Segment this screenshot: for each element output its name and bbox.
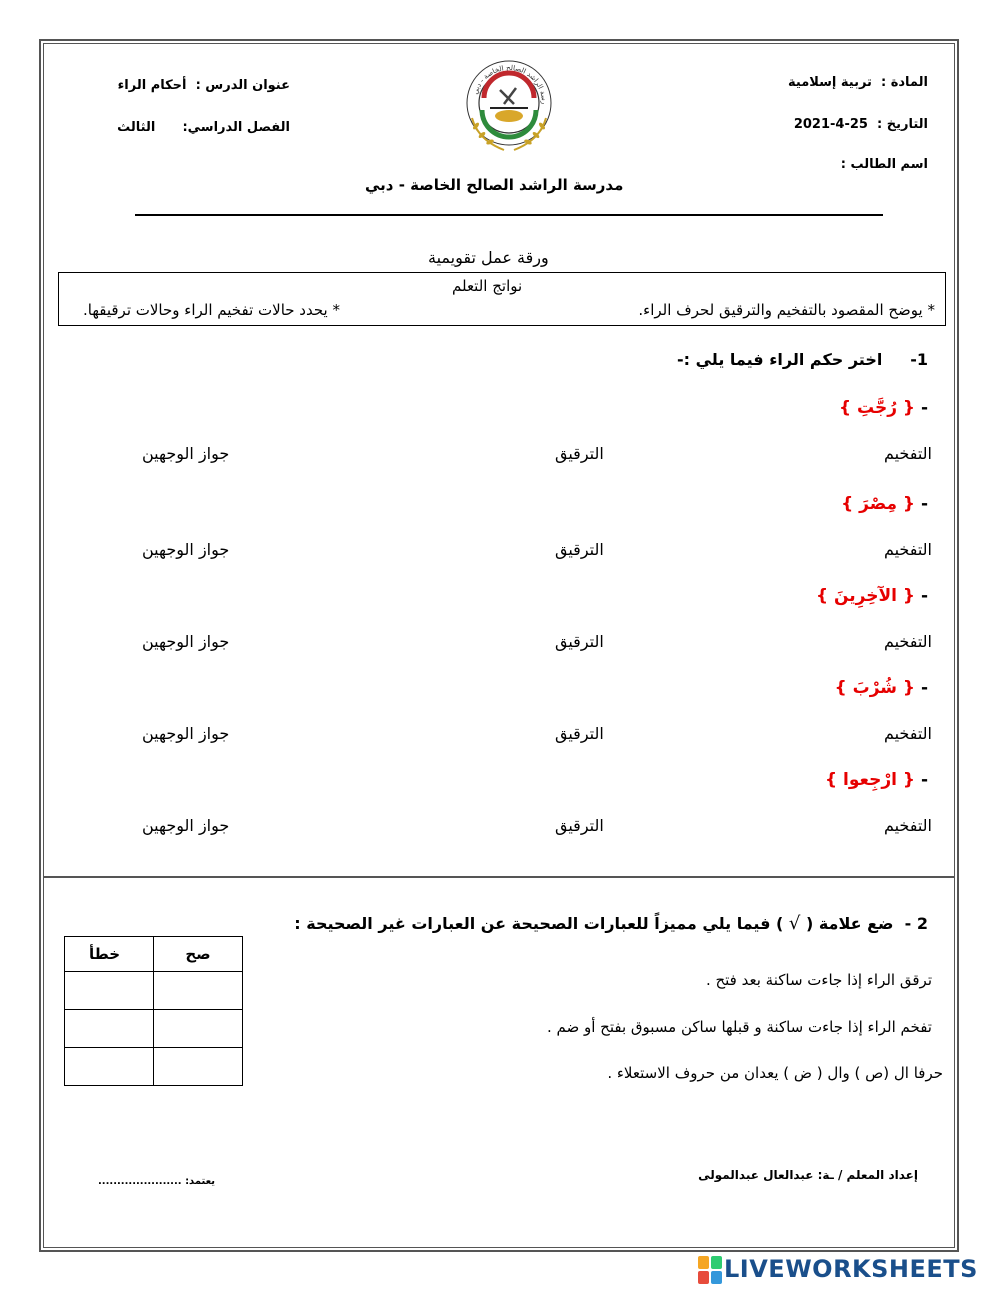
q1-item-2-word: { مِصْرَ } (841, 494, 916, 514)
outcome-item-1: * يوضح المقصود بالتفخيم والترقيق لحرف الراء. (638, 301, 935, 319)
outcomes-title: نواتج التعلم (452, 277, 523, 295)
q1-item-5-dash: - (920, 770, 928, 790)
header-wrong: خطأ (65, 937, 154, 972)
outcome-item-2: * يحدد حالات تفخيم الراء وحالات ترقيقها. (83, 301, 340, 319)
answer-cell-right-1[interactable] (154, 972, 243, 1010)
question1-number: 1- (910, 350, 928, 369)
worksheet-title: ورقة عمل تقويمية (428, 248, 549, 267)
answer-cell-wrong-1[interactable] (65, 972, 154, 1010)
q1-item-1-dash: - (920, 398, 928, 418)
q1-item-4-option-tarqiq[interactable]: الترقيق (555, 724, 604, 743)
header-right: صح (154, 937, 243, 972)
q1-item-4-option-tafkhim[interactable]: التفخيم (883, 724, 932, 743)
q1-item-2-dash: - (920, 494, 928, 514)
question1-prompt: اختر حكم الراء فيما يلي :- (677, 350, 883, 369)
q1-item-3 (816, 586, 928, 606)
q1-item-3-word: { الآخِرِينَ } (815, 586, 916, 606)
question2-number: 2 - (904, 914, 928, 933)
q1-item-3-option-tarqiq[interactable]: الترقيق (555, 632, 604, 651)
q1-item-3-dash: - (920, 586, 928, 606)
student-name-label: اسم الطالب : (840, 157, 928, 172)
liveworksheets-wordmark: LIVEWORKSHEETS (724, 1255, 978, 1283)
school-name: مدرسة الراشد الصالح الخاصة - دبي (365, 176, 624, 194)
q1-item-1-option-tarqiq[interactable]: الترقيق (555, 444, 604, 463)
lesson-row (118, 78, 290, 93)
subject-label: المادة : (880, 75, 928, 90)
q2-statement-1: ترقق الراء إذا جاءت ساكنة بعد فتح . (705, 971, 932, 989)
logo-ring-text: رسة الراشد الصالح الخاصة - دبي (471, 63, 549, 105)
q1-item-5-word: { ارْجِعوا } (825, 770, 916, 790)
q1-item-4-option-both[interactable]: جواز الوجهين (142, 724, 230, 743)
q1-item-1-option-tafkhim[interactable]: التفخيم (883, 444, 932, 463)
q1-item-1-option-both[interactable]: جواز الوجهين (142, 444, 230, 463)
table-row (65, 972, 243, 1010)
q1-item-4-word: { شُرْبَ } (834, 678, 916, 698)
learning-outcomes-box (58, 272, 946, 326)
answer-cell-wrong-3[interactable] (65, 1048, 154, 1086)
table-header-row (65, 937, 243, 972)
q1-item-5-option-both[interactable]: جواز الوجهين (142, 816, 230, 835)
q1-item-2-option-tafkhim[interactable]: التفخيم (883, 540, 932, 559)
q1-item-3-option-tafkhim[interactable]: التفخيم (883, 632, 932, 651)
subject-value: تربية إسلامية (788, 75, 872, 90)
q1-item-2-option-both[interactable]: جواز الوجهين (142, 540, 230, 559)
q1-item-3-option-both[interactable]: جواز الوجهين (142, 632, 230, 651)
q1-item-1 (839, 398, 928, 418)
answer-cell-right-2[interactable] (154, 1010, 243, 1048)
term-value: الثالث (117, 120, 156, 135)
q1-item-4-dash: - (920, 678, 928, 698)
table-row (65, 1010, 243, 1048)
term-label: الفصل الدراسي: (182, 120, 290, 135)
liveworksheets-logo-icon (698, 1256, 722, 1284)
date-value: 2021-4-25 (793, 117, 868, 132)
term-row (117, 120, 290, 135)
teacher-credit: إعداد المعلم / ـة: عبدالعال عبدالمولى (698, 1168, 918, 1182)
lesson-value: أحكام الراء (117, 78, 187, 93)
q1-item-5-option-tarqiq[interactable]: الترقيق (555, 816, 604, 835)
approval-dots: ...................... (98, 1176, 182, 1187)
q1-item-2 (841, 494, 928, 514)
question2-prompt-a: ضع علامة ( (805, 914, 894, 933)
true-false-table (64, 936, 243, 1086)
table-row (65, 1048, 243, 1086)
q1-item-1-word: { رُجَّتِ } (838, 398, 916, 418)
answer-cell-wrong-2[interactable] (65, 1010, 154, 1048)
lesson-label: عنوان الدرس : (195, 78, 290, 93)
date-label: التاريخ : (877, 117, 928, 132)
q1-item-5 (825, 770, 928, 790)
section-divider (43, 876, 955, 878)
q1-item-4 (835, 678, 928, 698)
check-mark-icon: √ (788, 913, 801, 934)
date-row (794, 117, 928, 132)
q2-statement-2: تفخم الراء إذا جاءت ساكنة و قبلها ساكن مسبوق بفتح أو ضم . (546, 1018, 932, 1036)
question2-prompt-b: ) فيما يلي مميزاً للعبارات الصحيحة عن العبارات غير الصحيحة : (294, 914, 784, 933)
school-logo (464, 58, 554, 156)
approval-row (98, 1176, 215, 1187)
header-divider (135, 214, 883, 216)
subject-row (788, 75, 928, 90)
q1-item-5-option-tafkhim[interactable]: التفخيم (883, 816, 932, 835)
q1-item-2-option-tarqiq[interactable]: الترقيق (555, 540, 604, 559)
approval-label: يعتمد: (185, 1176, 216, 1187)
question1-heading (677, 350, 928, 369)
question2-heading (294, 913, 928, 934)
answer-cell-right-3[interactable] (154, 1048, 243, 1086)
q2-statement-3: حرفا ال (ص ) وال ( ض ) يعدان من حروف الاستعلاء . (607, 1064, 943, 1082)
